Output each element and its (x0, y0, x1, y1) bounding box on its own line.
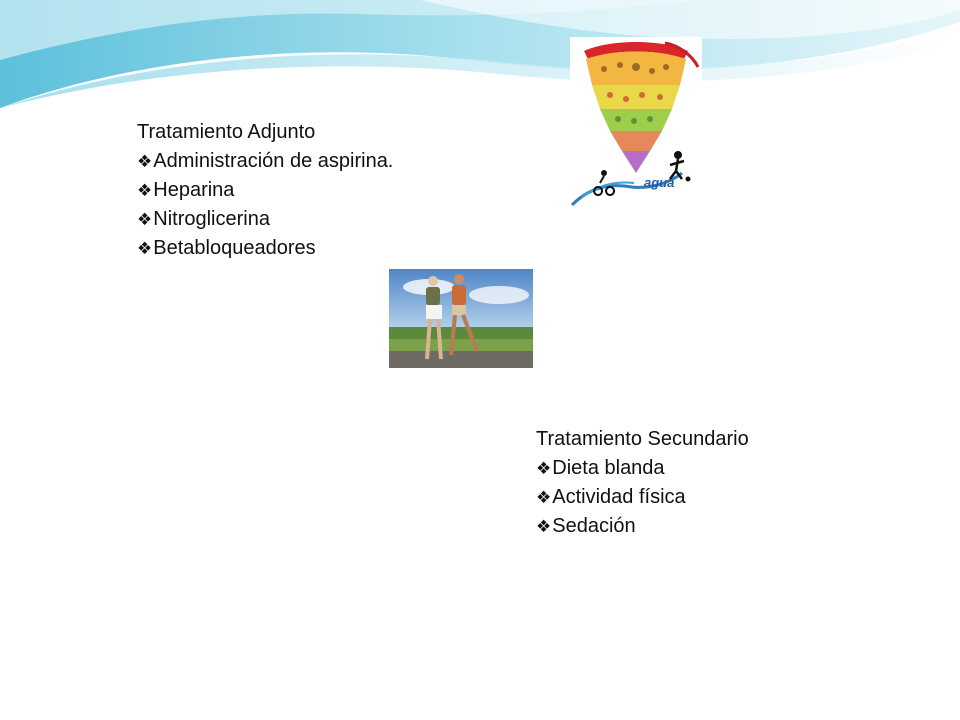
diamond-bullet-icon: ❖ (137, 181, 153, 200)
adjunto-item: ❖Nitroglicerina (137, 208, 270, 230)
walking-couple-image (389, 269, 533, 368)
adjunto-item: ❖Administración de aspirina. (137, 150, 394, 172)
food-pyramid-top-image (570, 37, 702, 213)
secundario-section (536, 425, 749, 541)
adjunto-section (137, 118, 393, 263)
diamond-bullet-icon: ❖ (137, 210, 153, 229)
diamond-bullet-icon: ❖ (536, 517, 552, 536)
diamond-bullet-icon: ❖ (137, 239, 153, 258)
adjunto-item: ❖Betabloqueadores (137, 237, 316, 259)
secundario-item: ❖Actividad física (536, 486, 686, 508)
secundario-item: ❖Dieta blanda (536, 457, 665, 479)
diamond-bullet-icon: ❖ (536, 488, 552, 507)
diamond-bullet-icon: ❖ (536, 459, 552, 478)
header-wave-decoration (0, 0, 960, 110)
agua-label: agua (644, 175, 675, 190)
secundario-item: ❖Sedación (536, 515, 636, 537)
adjunto-title: Tratamiento Adjunto (137, 121, 316, 143)
diamond-bullet-icon: ❖ (137, 152, 153, 171)
secundario-title: Tratamiento Secundario (536, 428, 749, 450)
adjunto-item: ❖Heparina (137, 179, 235, 201)
